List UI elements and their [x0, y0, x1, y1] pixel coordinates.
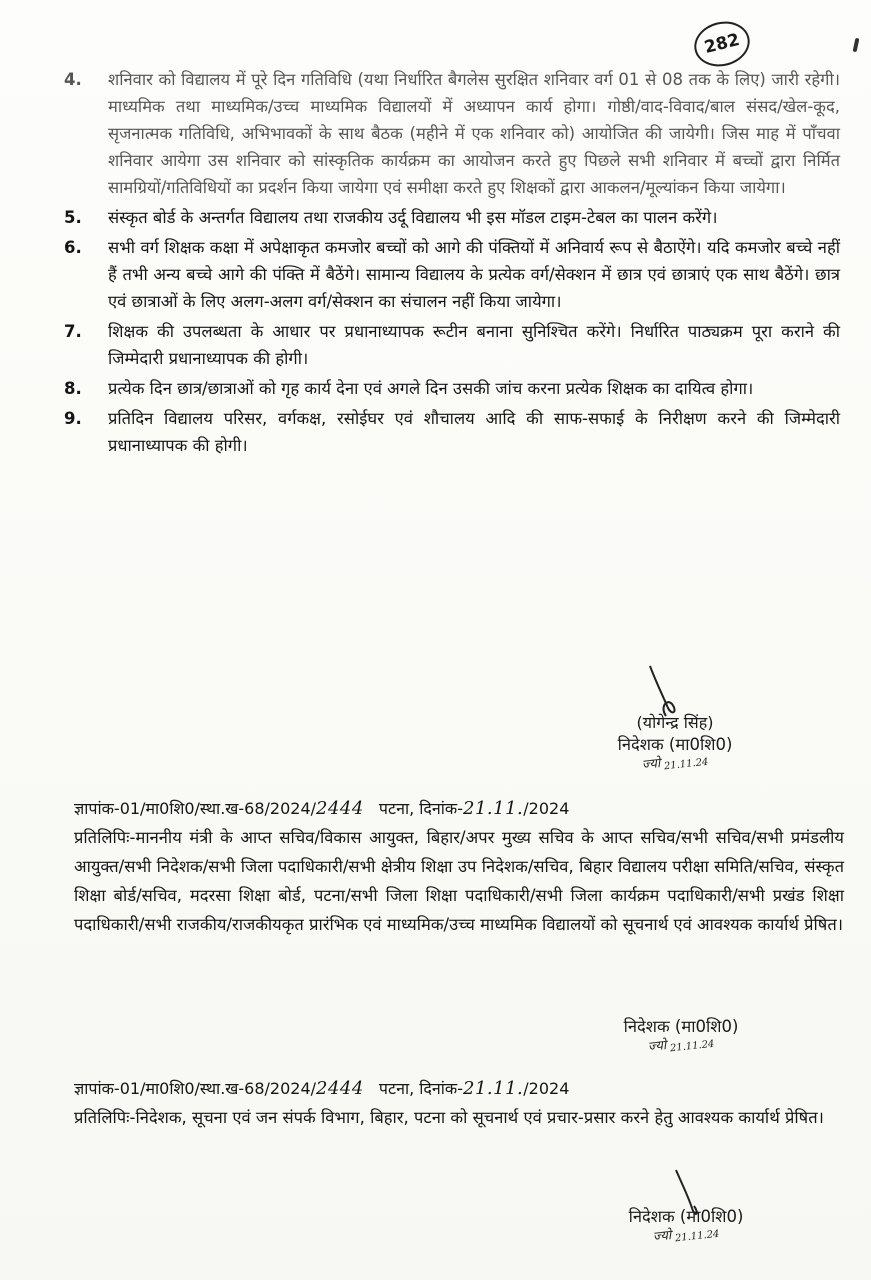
point-4 — [60, 66, 840, 201]
signature-date: 21.11.24 — [669, 1038, 715, 1055]
point-text: शनिवार को विद्यालय में पूरे दिन गतिविधि (यथा निर्धारित बैगलेस सुरक्षित शनिवार वर्ग 01 से 08 तक के लिए) जारी रहेगी। माध्यमिक तथा माध्यमिक/उच्च माध्यमिक विद्यालयों में अध्यापन कार्य होगा। गोष्ठी/वाद-विवाद/बाल संसद/खेल-कूद, सृजनात्मक गतिविधि, अभिभावकों के साथ बैठक (महीने में एक शनिवार को) आयोजित की जायेगी। जिस माह में पाँचवा शनिवार आयेगा उस शनिवार को सांस्कृतिक कार्यक्रम का आयोजन करते हुए पिछले सभी शनिवार में बच्चों द्वारा निर्मित सामग्रियों/गतिविधियों का प्रदर्शन किया जायेगा एवं समीक्षा करते हुए शिक्षकों द्वारा आकलन/मूल्यांकन किया जायेगा। — [108, 70, 840, 197]
memo-reference-line — [74, 1074, 844, 1103]
point-7 — [60, 318, 840, 372]
memo-ref-year: /2024 — [523, 799, 570, 818]
point-5 — [60, 204, 840, 231]
numbered-points — [60, 66, 840, 459]
point-text: सभी वर्ग शिक्षक कक्षा में अपेक्षाकृत कमजोर बच्चों को आगे की पंक्तियों में अनिवार्य रूप से बैठाऐंगे। यदि कमजोर बच्चे नहीं हैं तभी अन्य बच्चे आगे की पंक्ति में बैठेंगे। सामान्य विद्यालय के प्रत्येक वर्ग/सेक्शन में छात्र एवं छात्राएं एक साथ बैठेंगे। छात्र एवं छात्राओं के लिए अलग-अलग वर्ग/सेक्शन का संचालन नहीं किया जायेगा। — [108, 238, 840, 311]
point-number: 8. — [64, 379, 82, 398]
signatory-title: निदेशक (मा0शि0) — [617, 735, 733, 754]
memo-ref-city: पटना, दिनांक- — [378, 799, 463, 818]
signature-initials: ज्यो — [646, 1038, 667, 1055]
memo-copy-2 — [74, 1074, 844, 1132]
signature-initials: ज्यो — [651, 1228, 672, 1245]
point-text: प्रत्येक दिन छात्र/छात्राओं को गृह कार्य देना एवं अगले दिन उसकी जांच करना प्रत्येक शिक्षक का दायित्व होगा। — [108, 379, 754, 398]
signature-block-memo-2 — [606, 1206, 766, 1244]
memo-ref-city: पटना, दिनांक- — [378, 1079, 463, 1098]
point-6 — [60, 234, 840, 315]
point-number: 9. — [64, 409, 82, 428]
corner-pen-mark — [853, 38, 860, 53]
memo-reference-line — [74, 794, 844, 823]
memo-ref-date: 21.11. — [463, 798, 524, 819]
memo-ref-date: 21.11. — [463, 1078, 524, 1099]
point-text: शिक्षक की उपलब्धता के आधार पर प्रधानाध्यापक रूटीन बनाना सुनिश्चित करेंगे। निर्धारित पाठ्यक्रम पूरा कराने की जिम्मेदारी प्रधानाध्यापक की होगी। — [108, 322, 840, 368]
memo-copy-1 — [74, 794, 844, 939]
memo-ref-prefix: ज्ञापांक-01/मा0शि0/स्था.ख-68/2024/ — [74, 799, 317, 818]
memo-body: प्रतिलिपिः-निदेशक, सूचना एवं जन संपर्क विभाग, बिहार, पटना को सूचनार्थ एवं प्रचार-प्रसार करने हेतु आवश्यक कार्यार्थ प्रेषित। — [74, 1108, 824, 1127]
point-9 — [60, 405, 840, 459]
signature-block-memo-1 — [606, 1016, 756, 1054]
memo-ref-number: 2444 — [316, 798, 364, 819]
signatory-title: निदेशक (मा0शि0) — [623, 1017, 739, 1036]
memo-ref-number: 2444 — [316, 1078, 364, 1099]
signature-block-main — [600, 712, 750, 772]
signature-stroke-icon — [646, 664, 680, 718]
signature-initials: ज्यो — [640, 756, 661, 773]
point-8 — [60, 375, 840, 402]
signatory-title: निदेशक (मा0शि0) — [628, 1207, 744, 1226]
signature-date: 21.11.24 — [663, 756, 709, 773]
point-number: 5. — [64, 208, 82, 227]
memo-ref-prefix: ज्ञापांक-01/मा0शि0/स्था.ख-68/2024/ — [74, 1079, 317, 1098]
memo-body: प्रतिलिपिः-माननीय मंत्री के आप्त सचिव/विकास आयुक्त, बिहार/अपर मुख्य सचिव के आप्त सचिव/सभी सचिव/सभी प्रमंडलीय आयुक्त/सभी निदेशक/सभी जिला पदाधिकारी/सभी क्षेत्रीय शिक्षा उप निदेशक/सचिव, बिहार विद्यालय परीक्षा समिति/सचिव, संस्कृत शिक्षा बोर्ड/सचिव, मदरसा शिक्षा बोर्ड, पटना/सभी जिला शिक्षा पदाधिकारी/सभी जिला कार्यक्रम पदाधिकारी/सभी प्रखंड शिक्षा पदाधिकारी/सभी राजकीय/राजकीयकृत प्रारंभिक एवं माध्यमिक/उच्च माध्यमिक विद्यालयों को सूचनार्थ एवं आवश्यक कार्यार्थ प्रेषित। — [74, 828, 844, 934]
point-number: 7. — [64, 322, 82, 341]
memo-ref-year: /2024 — [523, 1079, 570, 1098]
point-number: 4. — [64, 70, 82, 89]
signatory-name: (योगेन्द्र सिंह) — [636, 713, 714, 732]
point-text: प्रतिदिन विद्यालय परिसर, वर्गकक्ष, रसोईघर एवं शौचालय आदि की साफ-सफाई के निरीक्षण करने की जिम्मेदारी प्रधानाध्यापक की होगी। — [108, 409, 840, 455]
point-number: 6. — [64, 238, 82, 257]
page-number-circle: 282 — [690, 16, 755, 72]
point-text: संस्कृत बोर्ड के अन्तर्गत विद्यालय तथा राजकीय उर्दू विद्यालय भी इस मॉडल टाइम-टेबल का पालन करेंगे। — [108, 208, 718, 227]
signature-date: 21.11.24 — [674, 1228, 720, 1245]
